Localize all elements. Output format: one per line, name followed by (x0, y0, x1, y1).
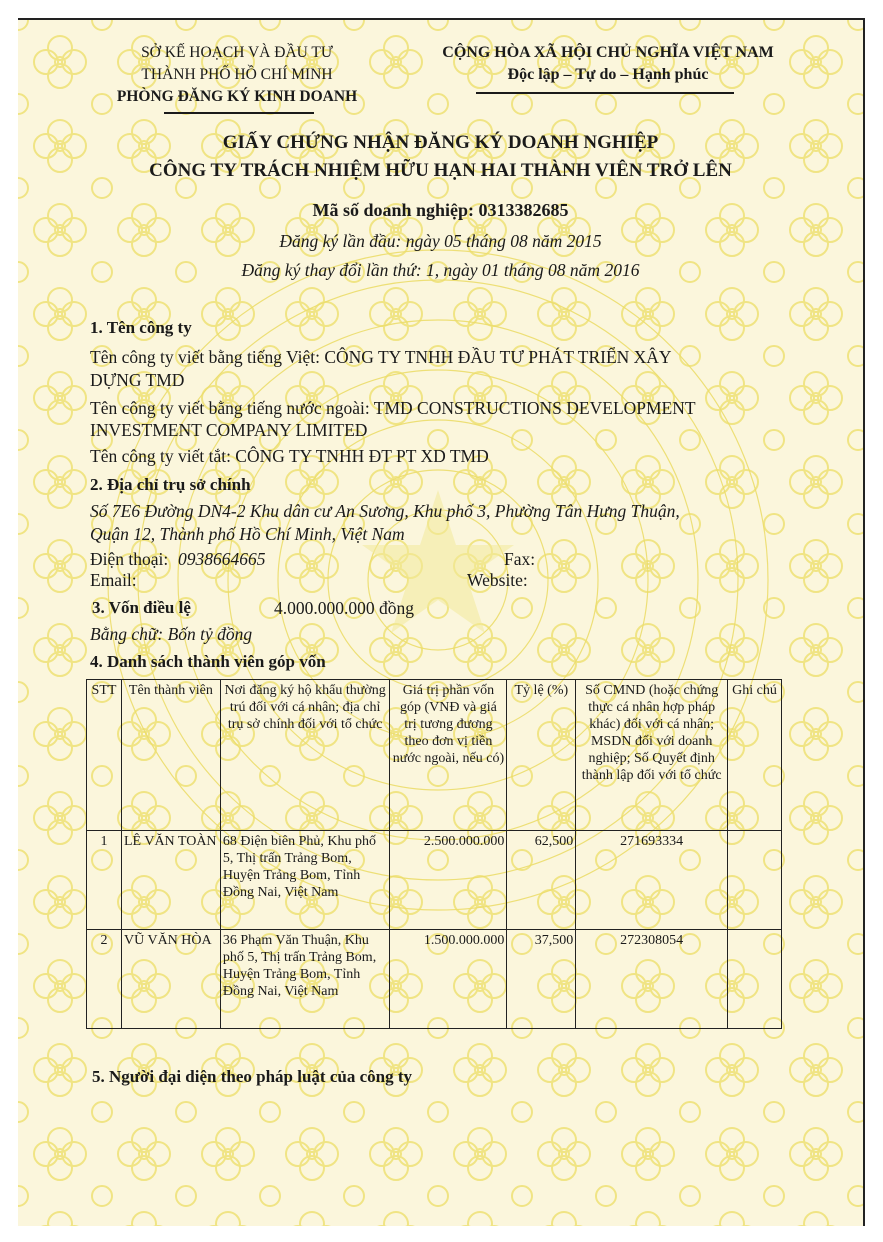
member-ratio: 37,500 (507, 930, 576, 1029)
company-short-name: Tên công ty viết tắt: CÔNG TY TNHH ĐT PT XD TMD (90, 446, 489, 466)
issuing-authority (82, 42, 392, 108)
section-3-heading: 3. Vốn điều lệ (92, 598, 191, 617)
section-2-heading: 2. Địa chỉ trụ sở chính (90, 475, 251, 494)
member-name: LÊ VĂN TOÀN (121, 831, 220, 930)
address-line2: Quận 12, Thành phố Hồ Chí Minh, Việt Nam (90, 524, 405, 544)
authority-line-2: THÀNH PHỐ HỒ CHÍ MINH (141, 66, 333, 83)
national-motto (418, 42, 798, 86)
column-header: Giá trị phần vốn góp (VNĐ và giá trị tương đương theo đơn vị tiền nước ngoài, nếu có) (390, 680, 507, 831)
column-header: Tên thành viên (121, 680, 220, 831)
column-header: Tỷ lệ (%) (507, 680, 576, 831)
column-header: Nơi đăng ký hộ khẩu thường trú đối với cá nhân; địa chỉ trụ sở chính đối với tổ chức (220, 680, 390, 831)
company-name-vn-line2: DỰNG TMD (90, 370, 185, 390)
company-type: CÔNG TY TRÁCH NHIỆM HỮU HẠN HAI THÀNH VIÊN TRỞ LÊN (149, 160, 732, 181)
email-label: Email: (90, 570, 137, 590)
column-header: Ghi chú (728, 680, 782, 831)
motto-underline (476, 92, 734, 94)
member-stt: 1 (87, 831, 122, 930)
authority-line-1: SỞ KẾ HOẠCH VÀ ĐẦU TƯ (141, 44, 333, 61)
member-capital-value: 2.500.000.000 (390, 831, 507, 930)
authority-line-3: PHÒNG ĐĂNG KÝ KINH DOANH (116, 88, 358, 105)
member-address: 36 Phạm Văn Thuận, Khu phố 5, Thị trấn Trảng Bom, Huyện Trảng Bom, Tỉnh Đồng Nai, Việt Nam (220, 930, 390, 1029)
charter-capital-in-words: Bằng chữ: Bốn tỷ đồng (90, 624, 253, 644)
member-note (728, 930, 782, 1029)
member-address: 68 Điện biên Phủ, Khu phố 5, Thị trấn Trảng Bom, Huyện Trảng Bom, Tỉnh Đồng Nai, Việt Nam (220, 831, 390, 930)
phone-value: 0938664665 (178, 549, 266, 569)
address-line1: Số 7E6 Đường DN4-2 Khu dân cư An Sương, Khu phố 3, Phường Tân Hưng Thuận, (90, 501, 680, 521)
country-name: CỘNG HÒA XÃ HỘI CHỦ NGHĨA VIỆT NAM (442, 44, 774, 61)
first-registration: Đăng ký lần đầu: ngày 05 tháng 08 năm 2015 (279, 231, 602, 251)
fax-label: Fax: (504, 549, 536, 569)
column-header: Số CMND (hoặc chứng thực cá nhân hợp pháp khác) đối với cá nhân; MSDN đối với doanh nghiệp; Số Quyết định thành lập đối với tổ chức (576, 680, 728, 831)
charter-capital-amount: 4.000.000.000 đồng (274, 598, 414, 618)
company-name-foreign-line1: Tên công ty viết bằng tiếng nước ngoài: TMD CONSTRUCTIONS DEVELOPMENT (90, 398, 696, 418)
company-name-vn-line1: Tên công ty viết bằng tiếng Việt: CÔNG TY TNHH ĐẦU TƯ PHÁT TRIỂN XÂY (90, 347, 672, 367)
member-note (728, 831, 782, 930)
members-table (86, 679, 782, 1029)
member-id-number: 271693334 (576, 831, 728, 930)
motto: Độc lập – Tự do – Hạnh phúc (507, 66, 709, 83)
member-ratio: 62,500 (507, 831, 576, 930)
website-label: Website: (467, 570, 528, 590)
enterprise-code: Mã số doanh nghiệp: 0313382685 (312, 200, 569, 220)
certificate-page (18, 18, 865, 1226)
authority-underline (164, 112, 314, 114)
member-name: VŨ VĂN HÒA (121, 930, 220, 1029)
table-row (87, 930, 782, 1029)
phone-label: Điện thoại: (90, 549, 169, 569)
column-header: STT (87, 680, 122, 831)
table-header-row (87, 680, 782, 831)
section-5-heading: 5. Người đại diện theo pháp luật của công ty (92, 1067, 412, 1086)
member-stt: 2 (87, 930, 122, 1029)
document-title: GIẤY CHỨNG NHẬN ĐĂNG KÝ DOANH NGHIỆP (222, 132, 659, 153)
company-name-foreign-line2: INVESTMENT COMPANY LIMITED (90, 420, 368, 440)
section-1-heading: 1. Tên công ty (90, 318, 192, 337)
table-row (87, 831, 782, 930)
section-4-heading: 4. Danh sách thành viên góp vốn (90, 652, 326, 671)
member-id-number: 272308054 (576, 930, 728, 1029)
member-capital-value: 1.500.000.000 (390, 930, 507, 1029)
change-registration: Đăng ký thay đổi lần thứ: 1, ngày 01 tháng 08 năm 2016 (241, 260, 640, 280)
